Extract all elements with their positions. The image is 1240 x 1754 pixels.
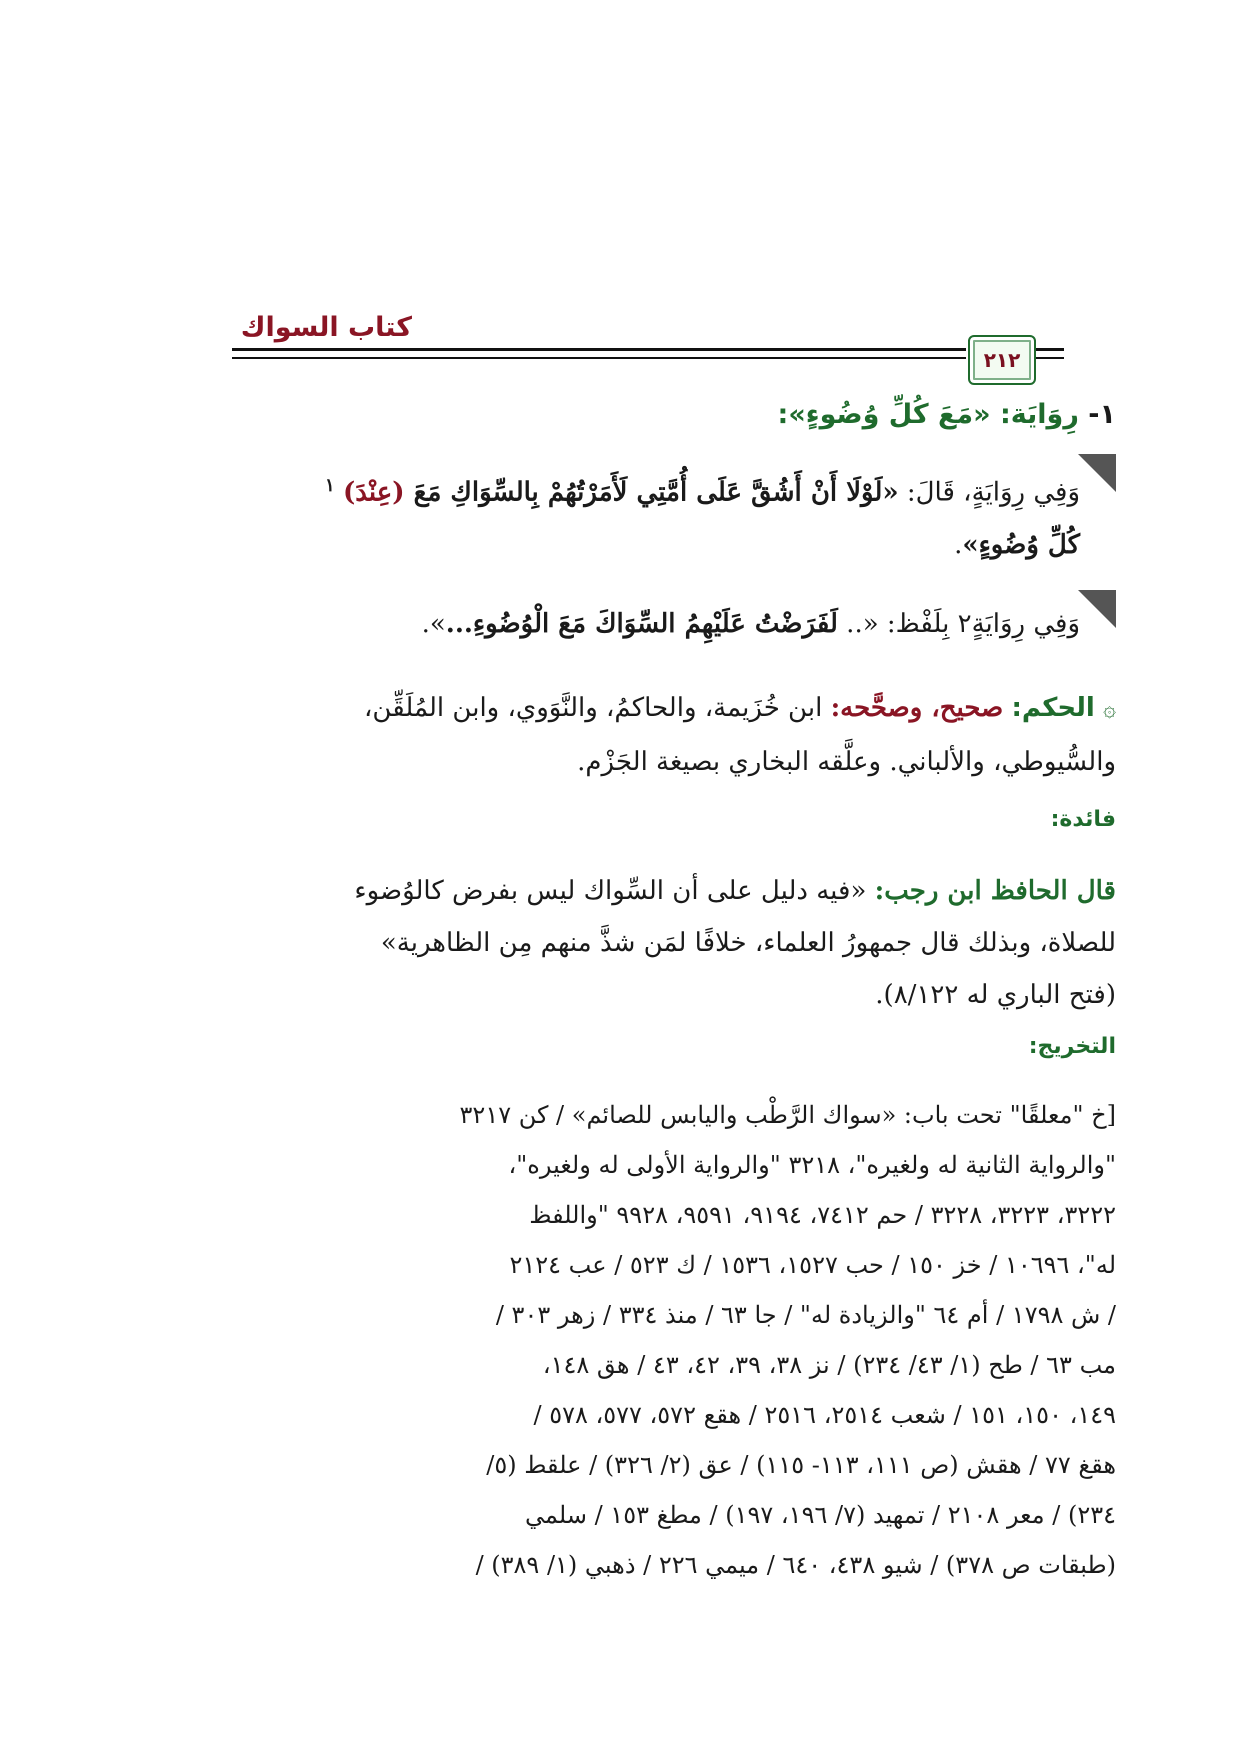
footnote-marker: ١ xyxy=(325,475,335,496)
ruling-line-1: ابن خُزَيمة، والحاكمُ، والنَّوَوي، وابن المُلَقِّن، xyxy=(364,693,823,723)
narration-1-quote-end: كُلِّ وُضُوءٍ» xyxy=(962,529,1080,560)
takhrij-line: له"، ١٠٦٩٦ / خز ١٥٠ / حب ١٥٢٧، ١٥٣٦ / ك ٥٢٣ / عب ٢١٢٤ xyxy=(509,1251,1116,1279)
quote-corner-ornament xyxy=(1078,454,1116,492)
takhrij-line: ٢٣٤) / معر ٢١٠٨ / تمهيد (٧/ ١٩٦، ١٩٧) / مطغ ١٥٣ / سلمي xyxy=(525,1501,1116,1529)
takhrij-line: (طبقات ص ٣٧٨) / شيو ٤٣٨، ٦٤٠ / ميمي ٢٢٦ / ذهبي (١/ ٣٨٩) / xyxy=(475,1551,1116,1579)
book-title: كتاب السواك xyxy=(240,312,412,343)
ruling-paragraph xyxy=(126,682,1116,788)
narration-1-variant: (عِنْدَ) xyxy=(342,477,405,508)
ruling-verdict: صحيح، وصحَّحه: xyxy=(830,693,1004,723)
header-rule-right-bottom xyxy=(1034,357,1064,359)
takhrij-line: هقغ ٧٧ / هقش (ص ١١١، ١١٣- ١١٥) / عق (٢/ ٣٢٦) / علقط (٥/ xyxy=(486,1451,1116,1479)
takhrij-paragraph xyxy=(126,1090,1116,1590)
narration-2-suffix: ». xyxy=(421,609,446,639)
takhrij-line: "والرواية الثانية له ولغيره"، ٣٢١٨ "والرواية الأولى له ولغيره"، xyxy=(508,1151,1116,1179)
narration-2-prefix: وَفِي رِوَايَةٍ٢ بِلَفْظ: «.. xyxy=(837,609,1080,639)
benefit-line-3: (فتح الباري له ٨/١٢٢). xyxy=(875,980,1116,1010)
page-number: ٢١٢ xyxy=(983,348,1021,372)
benefit-paragraph xyxy=(126,865,1116,1021)
header-rule-top xyxy=(232,348,966,351)
ruling-label: الحكم: xyxy=(1011,693,1095,723)
quote-corner-ornament-2 xyxy=(1078,590,1116,628)
narration-1 xyxy=(120,460,1080,571)
benefit-line-2: للصلاة، وبذلك قال جمهورُ العلماء، خلافًا لمَن شذَّ منهم مِن الظاهرية» xyxy=(380,928,1116,958)
takhrij-line: [خ "معلقًا" تحت باب: «سواك الرَّطْب واليابس للصائم» / كن ٣٢١٧ xyxy=(459,1101,1116,1129)
page-number-badge xyxy=(968,335,1036,385)
section-heading-number: ١- xyxy=(1088,399,1116,430)
narration-1-prefix: وَفِي رِوَايَةٍ، قَالَ: xyxy=(898,477,1080,508)
takhrij-line: / ش ١٧٩٨ / أم ٦٤ "والزيادة له" / جا ٦٣ / منذ ٣٣٤ / زهر ٣٠٣ / xyxy=(495,1301,1116,1329)
narration-2 xyxy=(120,598,1080,650)
benefit-heading: فائدة: xyxy=(1050,807,1116,832)
section-heading xyxy=(126,395,1116,435)
header-rule-right-top xyxy=(1034,348,1064,351)
benefit-line-1: «فيه دليل على أن السِّواك ليس بفرض كالوُضوء xyxy=(354,876,867,906)
narration-2-quote: لَفَرَضْتُ عَلَيْهِمُ السِّوَاكَ مَعَ الْوُضُوءِ... xyxy=(445,609,838,639)
narration-1-suffix: . xyxy=(954,529,963,560)
takhrij-line: ١٤٩، ١٥٠، ١٥١ / شعب ٢٥١٤، ٢٥١٦ / هقع ٥٧٢، ٥٧٧، ٥٧٨ / xyxy=(533,1401,1116,1429)
takhrij-line: ٣٢٢٢، ٣٢٢٣، ٣٢٢٨ / حم ٧٤١٢، ٩١٩٤، ٩٥٩١، ٩٩٢٨ "واللفظ xyxy=(529,1201,1116,1229)
benefit-speaker: قال الحافظ ابن رجب: xyxy=(874,876,1116,906)
rosette-icon: ۞ xyxy=(1103,697,1116,722)
takhrij-line: مب ٦٣ / طح (١/ ٤٣/ ٢٣٤) / نز ٣٨، ٣٩، ٤٢، ٤٣ / هق ١٤٨، xyxy=(542,1351,1116,1379)
ruling-line-2: والسُّيوطي، والألباني. وعلَّقه البخاري بصيغة الجَزْم. xyxy=(577,747,1116,777)
takhrij-heading: التخريج: xyxy=(1028,1034,1116,1059)
header-rule-bottom xyxy=(232,357,966,359)
narration-1-quote: «لَوْلَا أَنْ أَشُقَّ عَلَى أُمَّتِي لَأَمَرْتُهُمْ بِالسِّوَاكِ مَعَ xyxy=(404,477,899,508)
section-heading-text: رِوَايَة: «مَعَ كُلِّ وُضُوءٍ»: xyxy=(777,399,1079,430)
